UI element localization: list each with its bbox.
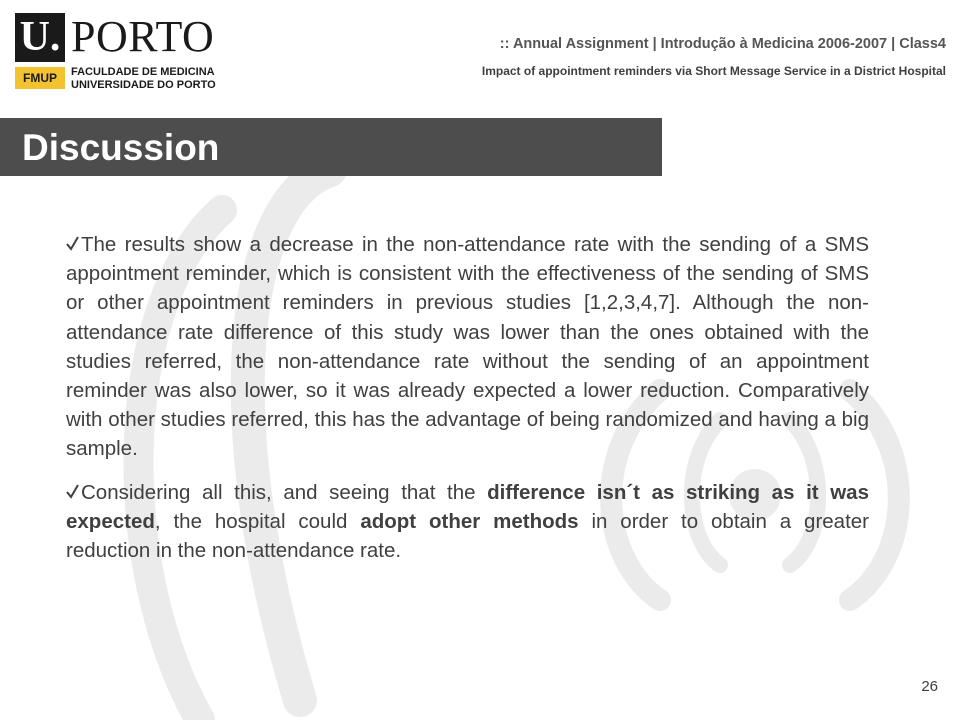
slide-title: Discussion xyxy=(22,127,220,168)
logo-u-letter: U. xyxy=(15,13,65,62)
bullet-item-2 xyxy=(66,478,869,566)
header-assignment-line: :: Annual Assignment | Introdução à Medicina 2006-2007 | Class4 xyxy=(499,36,946,52)
logo-faculdade-text: FACULDADE DE MEDICINA xyxy=(71,66,215,78)
bullet-text-2-emphasis-1: difference isn´t as striking as it was expected xyxy=(66,480,869,533)
bullet-text-2-part-2: , the hospital could xyxy=(154,509,361,533)
logo-porto-text: PORTO xyxy=(71,12,215,61)
checkmark-icon xyxy=(66,482,79,500)
bullet-item-1 xyxy=(66,230,869,464)
bullet-text-2-part-3: in order to obtain a greater reduction in the non-attendance rate. xyxy=(66,509,870,563)
header-subtitle-line: Impact of appointment reminders via Short Message Service in a District Hospital xyxy=(481,64,946,78)
logo-fmup-badge: FMUP xyxy=(15,67,65,89)
checkmark-icon xyxy=(66,234,79,252)
page-number: 26 xyxy=(921,678,938,695)
bullet-text-2-part-1: Considering all this, and seeing that the xyxy=(81,480,488,504)
uporto-fmup-logo xyxy=(15,10,230,92)
slide-content xyxy=(66,230,869,579)
logo-universidade-text: UNIVERSIDADE DO PORTO xyxy=(71,79,216,91)
bullet-text-1: The results show a decrease in the non-attendance rate with the sending of a SMS appointment reminder, which is consistent with the effectiveness of the sending of SMS or other appointment reminders in previous studies [1,2,3,4,7]. Although the non-attendance rate difference of this study was lower than the ones obtained with the studies referred, the non-attendance rate without the sending of an appointment reminder was also lower, so it was already expected a lower reduction. Comparatively with other studies referred, this has the advantage of being randomized and having a big sample. xyxy=(66,233,869,461)
bullet-text-2-emphasis-2: adopt other methods xyxy=(360,509,579,533)
slide-title-bar xyxy=(0,118,662,176)
